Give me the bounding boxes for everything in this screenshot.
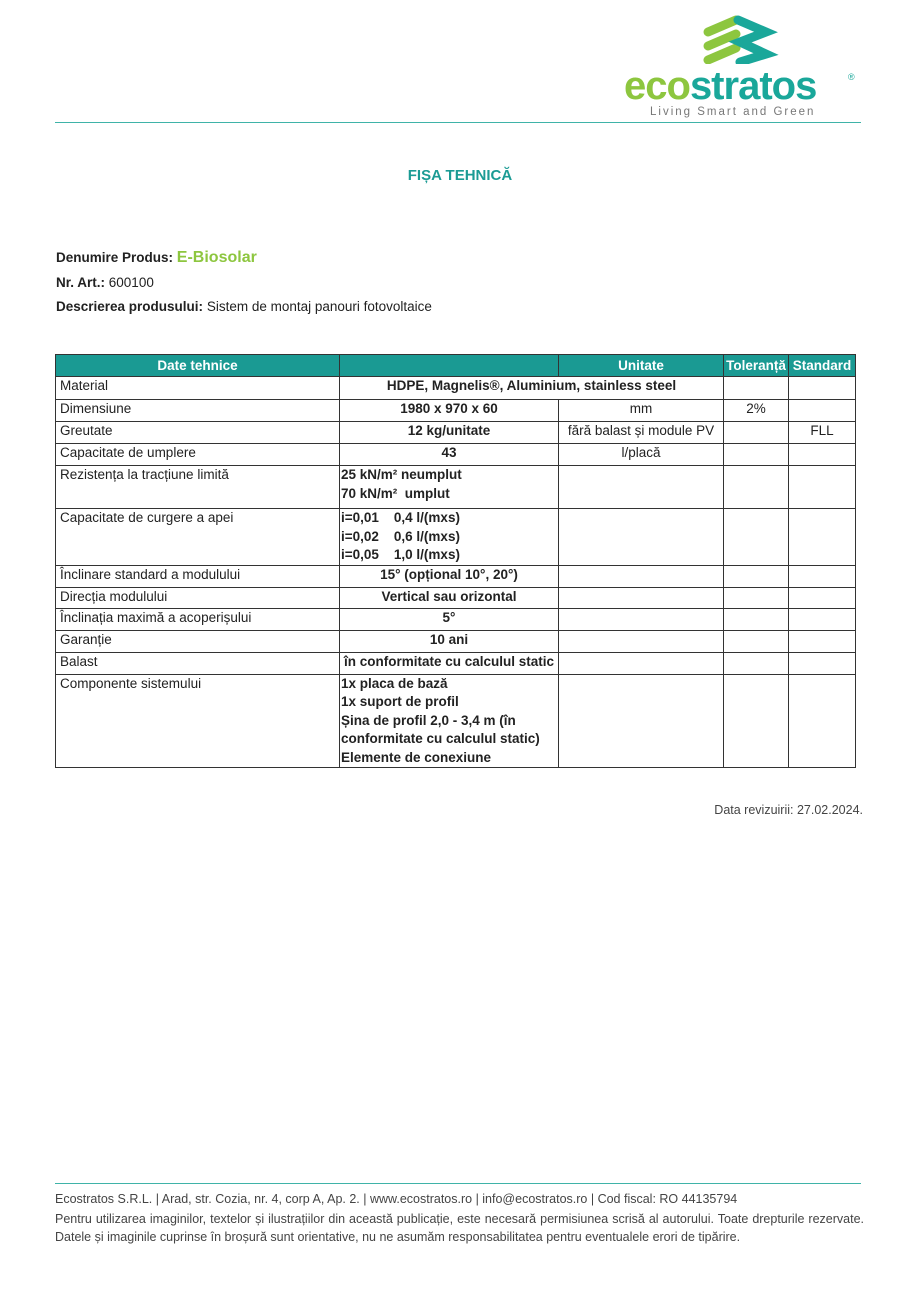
row-tolerance (724, 565, 789, 587)
product-description-line: Descrierea produsului: Sistem de montaj panouri fotovoltaice (56, 299, 432, 314)
row-unit (559, 608, 724, 630)
table-row (56, 674, 856, 768)
row-label: Înclinare standard a modulului (56, 565, 340, 587)
footer-divider (55, 1183, 861, 1184)
footer-company-info: Ecostratos S.R.L. | Arad, str. Cozia, nr. 4, corp A, Ap. 2. | www.ecostratos.ro | info@ecostratos.ro | Cod fiscal: RO 44135794 (55, 1192, 738, 1206)
row-label: Balast (56, 652, 340, 674)
row-standard (789, 444, 856, 466)
row-label: Garanție (56, 630, 340, 652)
value-line: conformitate cu calculul static) (341, 731, 540, 746)
value-line: Elemente de conexiune (341, 749, 492, 765)
row-standard (789, 652, 856, 674)
row-standard: FLL (789, 422, 856, 444)
row-standard (789, 674, 856, 768)
logo-tagline: Living Smart and Green (650, 106, 816, 118)
row-tolerance (724, 608, 789, 630)
row-standard (789, 630, 856, 652)
row-tolerance (724, 377, 789, 400)
row-value (340, 509, 559, 566)
column-header: Standard (789, 355, 856, 377)
value-line: i=0,01 0,4 l/(mxs) (341, 510, 460, 525)
row-standard (789, 466, 856, 509)
value-line: HDPE, Magnelis®, Aluminium, stainless steel (386, 378, 677, 393)
table-row (56, 509, 856, 566)
row-unit: mm (559, 400, 724, 422)
value-line: 1x placa de bază (341, 675, 448, 691)
row-label: Dimensiune (56, 400, 340, 422)
table-row (56, 422, 856, 444)
row-tolerance (724, 587, 789, 608)
row-standard (789, 565, 856, 587)
row-unit: l/placă (559, 444, 724, 466)
row-standard (789, 377, 856, 400)
row-label: Material (56, 377, 340, 400)
header-divider (55, 122, 861, 123)
page-title: FIȘA TEHNICĂ (407, 167, 513, 184)
value-line: 1980 x 970 x 60 (400, 401, 498, 416)
table-row (56, 652, 856, 674)
value-line: 10 ani (429, 631, 469, 647)
row-label: Greutate (56, 422, 340, 444)
row-standard (789, 400, 856, 422)
value-line: 43 (441, 445, 457, 460)
table-row (56, 565, 856, 587)
row-unit: fără balast și module PV (559, 422, 724, 444)
row-value (340, 400, 559, 422)
row-tolerance (724, 509, 789, 566)
row-value (340, 630, 559, 652)
row-unit (559, 509, 724, 566)
footer-copyright-notice: Pentru utilizarea imaginilor, textelor și ilustrațiilor din această publicație, este necesară permisiunea scrisă al autorului. Toate drepturile rezervate. Datele și imaginile cuprinse în broșură sunt orientative, nu ne asumăm responsabilitatea pentru eventualele erori de tipărire. (55, 1212, 864, 1244)
row-standard (789, 608, 856, 630)
value-line: i=0,05 1,0 l/(mxs) (341, 547, 460, 562)
product-name-line: Denumire Produs: E-Biosolar (56, 249, 257, 266)
row-unit (559, 630, 724, 652)
table-row (56, 587, 856, 608)
value-line: 15° (opțional 10°, 20°) (380, 566, 518, 582)
value-line: în conformitate cu calculul static (344, 653, 555, 669)
technical-data-table (55, 354, 856, 768)
row-label: Componente sistemului (56, 674, 340, 768)
value-line: 12 kg/unitate (407, 423, 491, 438)
logo-wordmark: ecostratos (624, 64, 817, 108)
row-unit (559, 652, 724, 674)
column-header (340, 355, 559, 377)
table-row (56, 630, 856, 652)
registered-mark: ® (848, 72, 855, 82)
row-label: Capacitate de curgere a apei (56, 509, 340, 566)
table-row (56, 608, 856, 630)
row-value (340, 652, 559, 674)
row-value (340, 444, 559, 466)
row-value (340, 377, 724, 400)
value-line: 5° (442, 609, 456, 625)
row-value (340, 587, 559, 608)
row-tolerance (724, 630, 789, 652)
roof-stripes-icon (620, 14, 865, 64)
row-tolerance (724, 422, 789, 444)
row-tolerance (724, 444, 789, 466)
row-tolerance (724, 674, 789, 768)
row-value (340, 674, 559, 768)
row-value (340, 422, 559, 444)
row-label: Înclinația maximă a acoperișului (56, 608, 340, 630)
article-number-line: Nr. Art.: 600100 (56, 275, 154, 290)
table-row (56, 400, 856, 422)
row-label: Capacitate de umplere (56, 444, 340, 466)
row-label: Rezistența la tracțiune limită (56, 466, 340, 509)
row-value (340, 565, 559, 587)
row-label: Direcția modulului (56, 587, 340, 608)
value-line: i=0,02 0,6 l/(mxs) (341, 528, 460, 544)
revision-date: Data revizuirii: 27.02.2024. (714, 803, 863, 817)
row-unit (559, 466, 724, 509)
row-value (340, 608, 559, 630)
row-standard (789, 509, 856, 566)
column-header: Unitate (559, 355, 724, 377)
row-unit (559, 674, 724, 768)
column-header: Date tehnice (56, 355, 340, 377)
value-line: Vertical sau orizontal (381, 588, 517, 604)
row-tolerance (724, 652, 789, 674)
table-row (56, 377, 856, 400)
column-header: Toleranță (724, 355, 789, 377)
value-line: Șina de profil 2,0 - 3,4 m (în (341, 712, 516, 728)
row-value (340, 466, 559, 509)
row-tolerance (724, 466, 789, 509)
value-line: 1x suport de profil (341, 694, 459, 709)
row-unit (559, 587, 724, 608)
value-line: 25 kN/m² neumplut (341, 467, 462, 482)
value-line: 70 kN/m² umplut (341, 485, 450, 501)
table-row (56, 466, 856, 509)
table-row (56, 444, 856, 466)
product-name: E-Biosolar (176, 249, 257, 266)
row-unit (559, 565, 724, 587)
ecostratos-logo (620, 14, 865, 120)
row-standard (789, 587, 856, 608)
row-tolerance: 2% (724, 400, 789, 422)
